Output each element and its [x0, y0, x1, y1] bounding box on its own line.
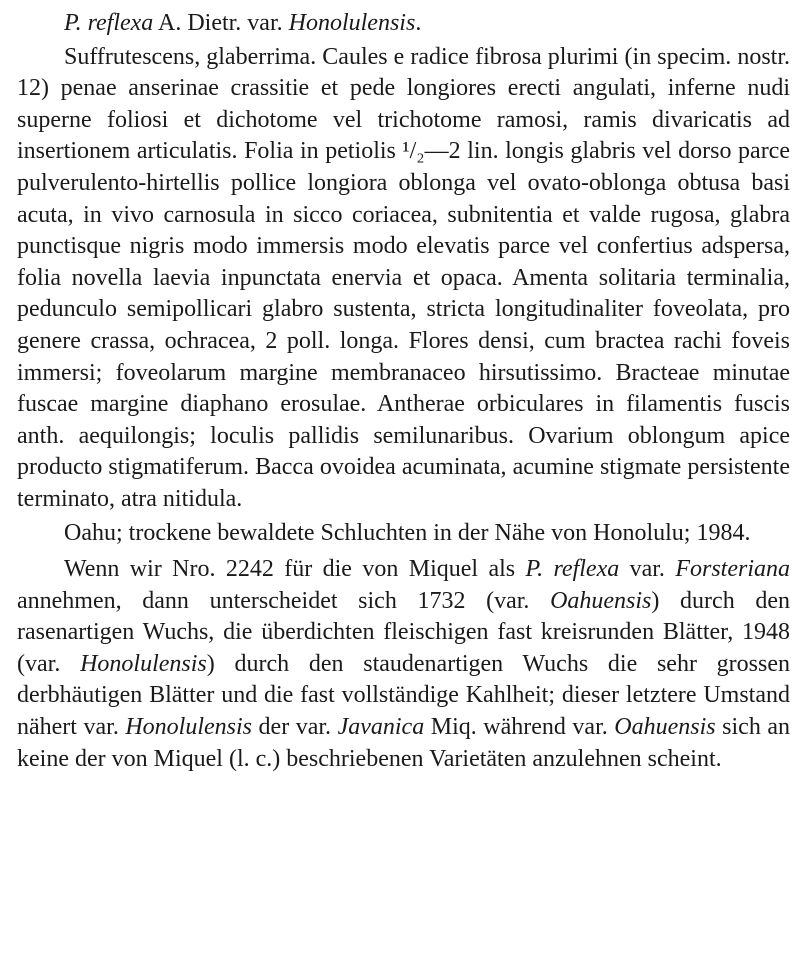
discussion-variety: Oahuensis	[614, 714, 716, 741]
discussion-variety: Honolulensis	[80, 650, 207, 677]
discussion-text: ) durch den rasenartigen Wuchs, die überdichten fleischigen fast kreisrunden Blätter, 1948 (var.	[17, 587, 790, 677]
taxon-heading	[17, 8, 790, 40]
discussion-text: annehmen, dann unterscheidet sich 1732 (var.	[17, 587, 551, 614]
taxon-name: P. reflexa	[64, 10, 154, 36]
discussion-variety: Forsteriana	[675, 556, 790, 583]
discussion-taxon: P. reflexa	[525, 556, 620, 583]
variety-name: Honolulensis	[288, 10, 416, 36]
discussion-text: var.	[619, 556, 676, 583]
discussion-text: Wenn wir Nro. 2242 für die von Miquel als	[64, 556, 526, 583]
discussion-variety: Oahuensis	[550, 587, 652, 614]
locality-note: Oahu; trockene bewaldete Schluchten in der Nähe von Honolulu; 1984.	[64, 519, 751, 546]
discussion-text: sich an keine der von Miquel (l. c.) beschriebenen Varietäten anzulehnen scheint.	[17, 714, 790, 772]
discussion-variety: Javanica	[337, 714, 425, 741]
discussion-text: der var.	[252, 714, 338, 741]
latin-description: Suffrutescens, glaberrima. Caules e radice fibrosa plurimi (in specim. nostr. 12) penae anserinae crassitie et pede longiores erecti angulati, inferne nudi superne foliosi et dichotome vel trichotome ramosi, ramis divaricatis ad insertionem articulatis. Folia in petiolis ¹/₂—2 lin. longis glabris vel dorso parce pulverulento-hirtellis pollice longiora oblonga vel ovato-oblonga obtusa basi acuta, in vivo carnosula in sicco coriacea, subnitentia et valde rugosa, glabra punctisque nigris modo immersis modo elevatis parce vel confertius adspersa, folia novella laevia inpunctata enervia et opaca. Amenta solitaria terminalia, pedunculo semipollicari glabro sustenta, stricta longitudinaliter foveolata, pro genere crassa, ochracea, 2 poll. longa. Flores densi, cum bractea rachi foveis immersi; foveolarum margine membranaceo hirsutissimo. Bracteae minutae fuscae margine diaphano erosulae. Antherae orbiculares in filamentis fuscis anth. aequilongis; loculis pallidis semilunaribus. Ovarium oblongum apice producto stigmatiferum. Bacca ovoidea acuminata, acumine stigmate persistente terminato, atra nitidula.	[17, 43, 790, 512]
discussion-text: Miq. während var.	[424, 714, 615, 741]
discussion-text: ) durch den staudenartigen Wuchs die sehr grossen derbhäutigen Blätter und die fast vollständige Kahlheit; dieser letztere Umstand nähert var.	[17, 650, 791, 741]
discussion-variety: Honolulensis	[125, 714, 253, 741]
heading-end: .	[415, 10, 422, 36]
discussion-paragraph	[17, 554, 790, 775]
taxon-authority: A. Dietr. var.	[153, 10, 289, 36]
